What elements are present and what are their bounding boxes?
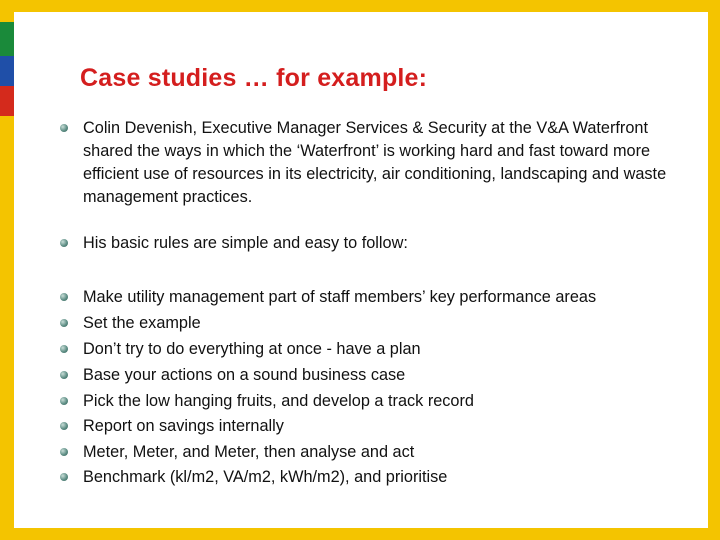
bullet-icon	[60, 319, 68, 327]
list-item-text: Make utility management part of staff members’ key performance areas	[83, 288, 597, 306]
bullet-icon	[60, 473, 68, 481]
bullet-icon	[60, 124, 68, 132]
list-item-text: Pick the low hanging fruits, and develop a track record	[83, 392, 474, 410]
bullet-icon	[60, 422, 68, 430]
accent-stripe-red	[0, 86, 14, 116]
list-item-text: His basic rules are simple and easy to follow:	[83, 234, 408, 252]
list-item-text: Don’t try to do everything at once - have a plan	[83, 340, 421, 358]
accent-stripe-yellow	[0, 116, 14, 146]
bullet-icon	[60, 397, 68, 405]
accent-stripe-blue	[0, 56, 14, 86]
list-item-text: Set the example	[83, 314, 201, 332]
slide-title: Case studies … for example:	[80, 64, 428, 92]
list-item-text: Report on savings internally	[83, 417, 284, 435]
bullet-icon	[60, 293, 68, 301]
list-item-text: Benchmark (kl/m2, VA/m2, kWh/m2), and prioritise	[83, 468, 448, 486]
list-item-text: Colin Devenish, Executive Manager Services & Security at the V&A Waterfront shared the ways in which the ‘Waterfront’ is working hard and fast toward more efficient use of resources in its electricity, air conditioning, landscaping and waste management practices.	[83, 119, 667, 206]
accent-stripe-green	[0, 22, 14, 56]
list-item-text: Meter, Meter, and Meter, then analyse and act	[83, 443, 415, 461]
bullet-icon	[60, 448, 68, 456]
bullet-icon	[60, 371, 68, 379]
bullet-icon	[60, 345, 68, 353]
list-item-text: Base your actions on a sound business case	[83, 366, 406, 384]
bullet-icon	[60, 239, 68, 247]
